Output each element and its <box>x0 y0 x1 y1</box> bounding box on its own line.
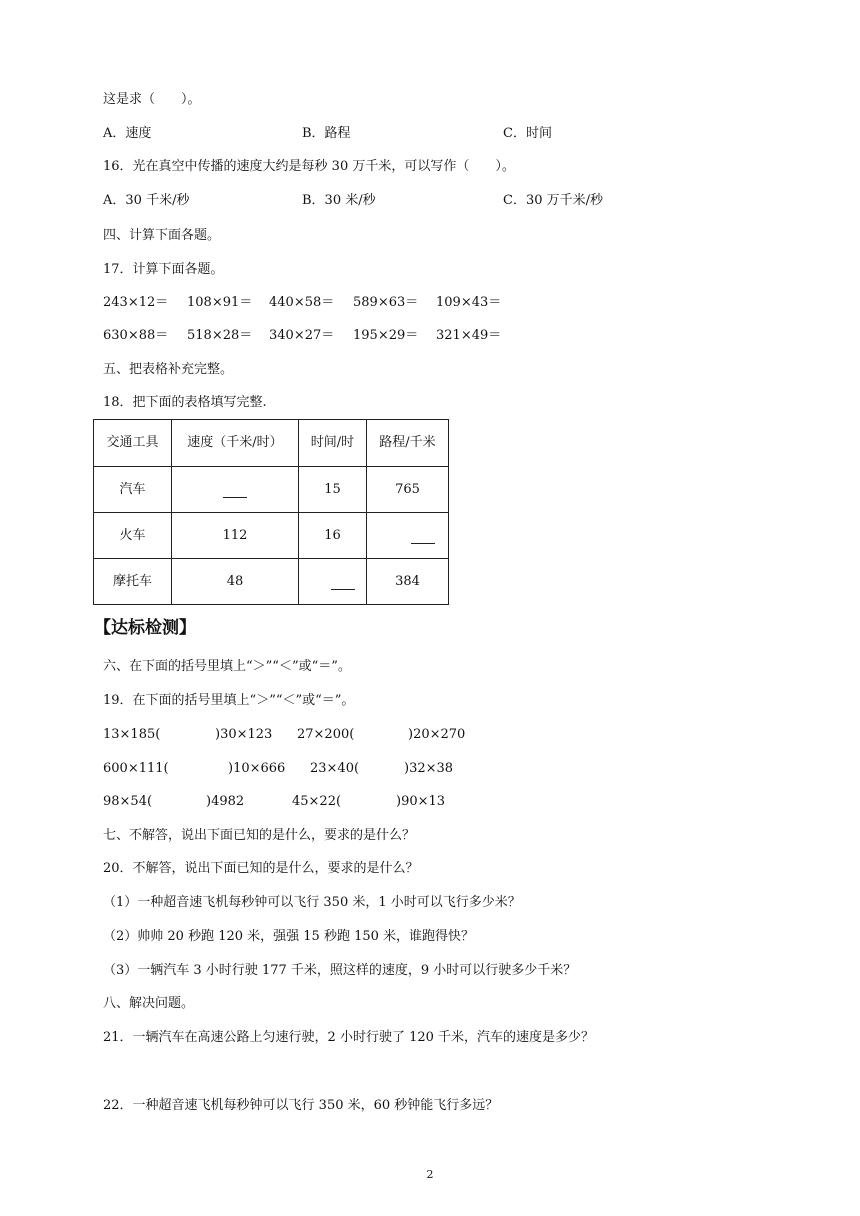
table-cell: 16 <box>299 513 367 559</box>
compare-left: 98×54( <box>103 794 153 809</box>
q22-prompt: 22．一种超音速飞机每秒钟可以飞行 350 米，60 秒钟能飞行多远？ <box>103 1098 499 1113</box>
calc-item: 108×91＝ <box>187 295 253 310</box>
table-cell: 摩托车 <box>94 559 172 605</box>
answer-blank[interactable] <box>331 575 355 590</box>
answer-blank-cell[interactable] <box>172 467 299 513</box>
speed-table <box>93 419 449 605</box>
compare-left: 600×111( <box>103 761 169 776</box>
answer-blank[interactable] <box>411 529 435 544</box>
test-section-heading: 【达标检测】 <box>94 618 196 638</box>
q15-option-a: A．速度 <box>103 126 152 141</box>
q16-option-a: A．30 千米/秒 <box>103 193 190 208</box>
answer-blank[interactable] <box>223 483 247 498</box>
compare-right: )90×13 <box>396 794 446 809</box>
calc-item: 440×58＝ <box>269 295 335 310</box>
q16-prompt: 16．光在真空中传播的速度大约是每秒 30 万千米，可以写作（ ）。 <box>103 159 515 174</box>
q19-prompt: 19．在下面的括号里填上“＞”“＜”或“＝”。 <box>103 693 355 708</box>
table-cell: 384 <box>367 559 449 605</box>
q20-item-1: （1）一种超音速飞机每秒钟可以飞行 350 米，1 小时可以飞行多少米？ <box>103 895 521 910</box>
compare-right: )4982 <box>206 794 245 809</box>
q16-option-b: B．30 米/秒 <box>302 193 376 208</box>
compare-right: )20×270 <box>408 727 466 742</box>
answer-blank-cell[interactable] <box>367 513 449 559</box>
calc-item: 243×12＝ <box>103 295 169 310</box>
table-row <box>94 467 449 513</box>
compare-left: 13×185( <box>103 727 161 742</box>
table-cell: 48 <box>172 559 299 605</box>
table-cell: 汽车 <box>94 467 172 513</box>
section-4-heading: 四、计算下面各题。 <box>103 228 221 243</box>
table-row <box>94 559 449 605</box>
compare-left: 45×22( <box>292 794 342 809</box>
compare-right: )10×666 <box>228 761 286 776</box>
compare-left: 27×200( <box>297 727 355 742</box>
section-5-heading: 五、把表格补充完整。 <box>103 362 234 377</box>
q17-prompt: 17．计算下面各题。 <box>103 262 224 277</box>
calc-item: 340×27＝ <box>269 328 335 343</box>
table-header: 交通工具 <box>94 420 172 467</box>
calc-item: 109×43＝ <box>436 295 502 310</box>
table-cell: 15 <box>299 467 367 513</box>
table-header: 时间/时 <box>299 420 367 467</box>
q21-prompt: 21．一辆汽车在高速公路上匀速行驶，2 小时行驶了 120 千米，汽车的速度是多少？ <box>103 1030 595 1045</box>
table-cell: 火车 <box>94 513 172 559</box>
section-6-heading: 六、在下面的括号里填上“＞”“＜”或“＝”。 <box>103 659 351 674</box>
q20-prompt: 20．不解答，说出下面已知的是什么，要求的是什么？ <box>103 861 419 876</box>
table-row <box>94 513 449 559</box>
compare-right: )30×123 <box>215 727 273 742</box>
q15-option-c: C．时间 <box>503 126 552 141</box>
compare-right: )32×38 <box>404 761 454 776</box>
table-header: 速度（千米/时） <box>172 420 299 467</box>
calc-item: 195×29＝ <box>353 328 419 343</box>
page-number: 2 <box>426 1168 434 1181</box>
section-8-heading: 八、解决问题。 <box>103 996 195 1011</box>
answer-blank-cell[interactable] <box>299 559 367 605</box>
table-header: 路程/千米 <box>367 420 449 467</box>
table-cell: 112 <box>172 513 299 559</box>
calc-item: 518×28＝ <box>187 328 253 343</box>
table-cell: 765 <box>367 467 449 513</box>
q16-option-c: C．30 万千米/秒 <box>503 193 604 208</box>
calc-item: 589×63＝ <box>353 295 419 310</box>
q15-prompt: 这是求（ ）。 <box>103 92 201 107</box>
q20-item-2: （2）帅帅 20 秒跑 120 米，强强 15 秒跑 150 米，谁跑得快？ <box>103 929 475 944</box>
q20-item-3: （3）一辆汽车 3 小时行驶 177 千米，照这样的速度，9 小时可以行驶多少千米？ <box>103 963 577 978</box>
compare-left: 23×40( <box>310 761 360 776</box>
q15-option-b: B．路程 <box>302 126 351 141</box>
section-7-heading: 七、不解答，说出下面已知的是什么，要求的是什么？ <box>103 828 416 843</box>
calc-item: 630×88＝ <box>103 328 169 343</box>
q18-prompt: 18．把下面的表格填写完整. <box>103 395 267 410</box>
calc-item: 321×49＝ <box>436 328 502 343</box>
